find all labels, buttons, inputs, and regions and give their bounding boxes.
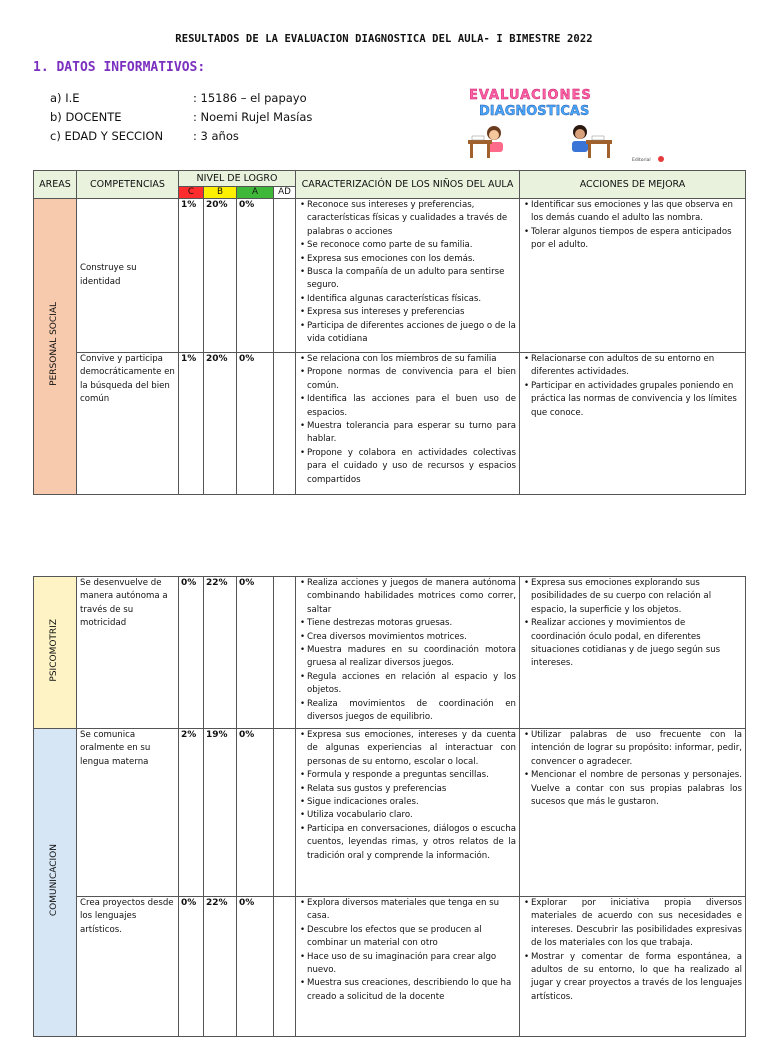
acciones-cell <box>520 729 746 897</box>
list-item: • Identifica las acciones para el buen uso de espacios. <box>307 393 516 420</box>
info-label: b) DOCENTE <box>50 110 122 124</box>
header-caracterizacion: CARACTERIZACIÓN DE LOS NIÑOS DEL AULA <box>296 171 520 199</box>
area-cell-personal-social <box>34 199 77 495</box>
table-row <box>34 353 746 495</box>
list-item: • Identificar sus emociones y las que observa en los demás cuando el adulto las nombra. <box>531 199 742 226</box>
info-value: : Noemi Rujel Masías <box>193 110 313 124</box>
caracterizacion-cell <box>296 199 520 353</box>
table-row <box>34 199 746 353</box>
table-row <box>34 577 746 729</box>
list-item: • Formula y responde a preguntas sencillas. <box>307 769 516 782</box>
level-c-value: 0% <box>179 897 204 1037</box>
list-item: • Crea diversos movimientos motrices. <box>307 631 516 644</box>
list-item: • Tiene destrezas motoras gruesas. <box>307 617 516 630</box>
list-item: • Mostrar y comentar de forma espontánea, a adultos de su entorno, lo que ha realizado al jugar y crear proyectos a través de los lenguajes artísticos. <box>531 951 742 1005</box>
list-item: • Mencionar el nombre de personas y personajes. Vuelve a contar con sus propias palabras los sucesos que más le gustaron. <box>531 769 742 809</box>
list-item: • Reconoce sus intereses y preferencias, características físicas y cualidades a través de palabras o acciones <box>307 199 516 239</box>
competencia-cell: Se comunica oralmente en su lengua materna <box>77 729 179 897</box>
list-item: • Muestra madures en su coordinación motora gruesa al realizar diversos juegos. <box>307 644 516 671</box>
table-row <box>34 897 746 1037</box>
header-areas: AREAS <box>34 171 77 199</box>
caracterizacion-cell <box>296 577 520 729</box>
list-item: • Regula acciones en relación al espacio y los objetos. <box>307 671 516 698</box>
level-c-value: 1% <box>179 353 204 495</box>
level-a-value: 0% <box>237 199 274 353</box>
list-item: • Realiza acciones y juegos de manera autónoma combinando habilidades motrices como correr, saltar <box>307 577 516 617</box>
list-item: • Expresa sus emociones, intereses y da cuenta de algunas experiencias al interactuar con personas de su entorno, escolar o local. <box>307 729 516 769</box>
level-a-value: 0% <box>237 577 274 729</box>
area-label: PERSONAL SOCIAL <box>49 301 60 386</box>
info-value: : 15186 – el papayo <box>193 91 307 105</box>
competencia-cell: Crea proyectos desde los lenguajes artísticos. <box>77 897 179 1037</box>
banner-line2: DIAGNOSTICAS <box>479 104 590 119</box>
list-item: • Propone y colabora en actividades colectivas para el cuidado y uso de recursos y espacios compartidos <box>307 447 516 487</box>
list-item: • Utiliza vocabulario claro. <box>307 809 516 822</box>
list-item: • Identifica algunas características físicas. <box>307 293 516 306</box>
list-item: • Se reconoce como parte de su familia. <box>307 239 516 252</box>
level-b-header: B <box>204 187 237 199</box>
list-item: • Busca la compañía de un adulto para sentirse seguro. <box>307 266 516 293</box>
level-ad-header: AD <box>274 187 296 199</box>
level-ad-value <box>274 577 296 729</box>
info-label: a) I.E <box>50 91 80 105</box>
list-item: • Se relaciona con los miembros de su familia <box>307 353 516 366</box>
acciones-cell <box>520 199 746 353</box>
section-number: 1. <box>33 60 49 75</box>
list-item: • Realizar acciones y movimientos de coordinación óculo podal, en diferentes situaciones cotidianas y de juego según sus intereses. <box>531 617 742 671</box>
level-b-value: 20% <box>204 353 237 495</box>
results-table-2 <box>33 576 746 1037</box>
results-table-1 <box>33 170 746 495</box>
caracterizacion-list <box>299 199 516 346</box>
list-item: • Participa en conversaciones, diálogos o escucha cuentos, leyendas rimas, y otros relatos de la tradición oral y comprende la información. <box>307 823 516 863</box>
list-item: • Participar en actividades grupales poniendo en práctica las normas de convivencia y los límites que conoce. <box>531 380 742 420</box>
caracterizacion-list <box>299 897 516 1004</box>
list-item: • Realiza movimientos de coordinación en diversos juegos de equilibrio. <box>307 698 516 725</box>
area-label: COMUNICACION <box>49 843 60 916</box>
level-c-value: 2% <box>179 729 204 897</box>
header-row <box>34 171 746 187</box>
list-item: • Sigue indicaciones orales. <box>307 796 516 809</box>
header-acciones: ACCIONES DE MEJORA <box>520 171 746 199</box>
competencia-cell: Se desenvuelve de manera autónoma a través de su motricidad <box>77 577 179 729</box>
list-item: • Propone normas de convivencia para el bien común. <box>307 366 516 393</box>
area-label: PSICOMOTRIZ <box>49 618 60 682</box>
level-a-value: 0% <box>237 729 274 897</box>
list-item: • Muestra sus creaciones, describiendo lo que ha creado a solicitud de la docente <box>307 977 516 1004</box>
level-b-value: 22% <box>204 897 237 1037</box>
level-c-value: 1% <box>179 199 204 353</box>
header-nivel-logro: NIVEL DE LOGRO <box>179 171 296 187</box>
list-item: • Explorar por iniciativa propia diversos materiales de acuerdo con sus necesidades e intereses. Descubrir las posibilidades expresivas de los materiales con los que trabaja. <box>531 897 742 951</box>
banner-illustration <box>432 86 670 166</box>
desk-icon <box>586 140 612 144</box>
banner-line1: EVALUACIONES <box>469 88 592 103</box>
list-item: • Explora diversos materiales que tenga en su casa. <box>307 897 516 924</box>
level-ad-value <box>274 353 296 495</box>
list-item: • Relacionarse con adultos de su entorno en diferentes actividades. <box>531 353 742 380</box>
acciones-cell <box>520 897 746 1037</box>
list-item: • Hace uso de su imaginación para crear algo nuevo. <box>307 951 516 978</box>
kid-body-icon <box>572 141 588 152</box>
acciones-list <box>523 729 742 809</box>
level-ad-value <box>274 897 296 1037</box>
level-ad-value <box>274 199 296 353</box>
list-item: • Expresa sus emociones con los demás. <box>307 253 516 266</box>
list-item: • Relata sus gustos y preferencias <box>307 783 516 796</box>
list-item: • Tolerar algunos tiempos de espera anticipados por el adulto. <box>531 226 742 253</box>
list-item: • Descubre los efectos que se producen al combinar un material con otro <box>307 924 516 951</box>
banner-publisher: Editorial <box>632 158 651 163</box>
page-title: RESULTADOS DE LA EVALUACION DIAGNOSTICA DEL AULA- I BIMESTRE 2022 <box>175 33 593 45</box>
level-a-value: 0% <box>237 897 274 1037</box>
competencia-cell: Convive y participa democráticamente en la búsqueda del bien común <box>77 353 179 495</box>
header-competencias: COMPETENCIAS <box>77 171 179 199</box>
caracterizacion-cell <box>296 729 520 897</box>
area-cell-comunicacion <box>34 729 77 1037</box>
area-cell-psicomotriz <box>34 577 77 729</box>
level-b-value: 19% <box>204 729 237 897</box>
section-heading <box>33 60 205 75</box>
level-b-value: 20% <box>204 199 237 353</box>
competencia-cell: Construye su identidad <box>77 199 179 353</box>
level-c-value: 0% <box>179 577 204 729</box>
caracterizacion-list <box>299 577 516 724</box>
caracterizacion-list <box>299 353 516 487</box>
caracterizacion-cell <box>296 353 520 495</box>
list-item: • Muestra tolerancia para esperar su turno para hablar. <box>307 420 516 447</box>
level-c-header: C <box>179 187 204 199</box>
acciones-cell <box>520 577 746 729</box>
list-item: • Expresa sus intereses y preferencias <box>307 306 516 319</box>
evaluaciones-diagnosticas-banner <box>432 86 670 166</box>
caracterizacion-cell <box>296 897 520 1037</box>
info-value: : 3 años <box>193 129 239 143</box>
list-item: • Utilizar palabras de uso frecuente con la intención de lograr su propósito: informar, pedir, convencer o agradecer. <box>531 729 742 769</box>
desk-icon <box>468 140 492 144</box>
table-row <box>34 729 746 897</box>
acciones-cell <box>520 353 746 495</box>
level-b-value: 22% <box>204 577 237 729</box>
level-ad-value <box>274 729 296 897</box>
info-label: c) EDAD Y SECCION <box>50 129 164 143</box>
list-item: • Participa de diferentes acciones de juego o de la vida cotidiana <box>307 320 516 347</box>
acciones-list <box>523 897 742 1004</box>
list-item: • Expresa sus emociones explorando sus posibilidades de su cuerpo con relación al espacio, la superficie y los objetos. <box>531 577 742 617</box>
acciones-list <box>523 577 742 671</box>
caracterizacion-list <box>299 729 516 863</box>
level-a-header: A <box>237 187 274 199</box>
section-title: DATOS INFORMATIVOS: <box>56 60 206 75</box>
acciones-list <box>523 353 742 420</box>
acciones-list <box>523 199 742 253</box>
level-a-value: 0% <box>237 353 274 495</box>
